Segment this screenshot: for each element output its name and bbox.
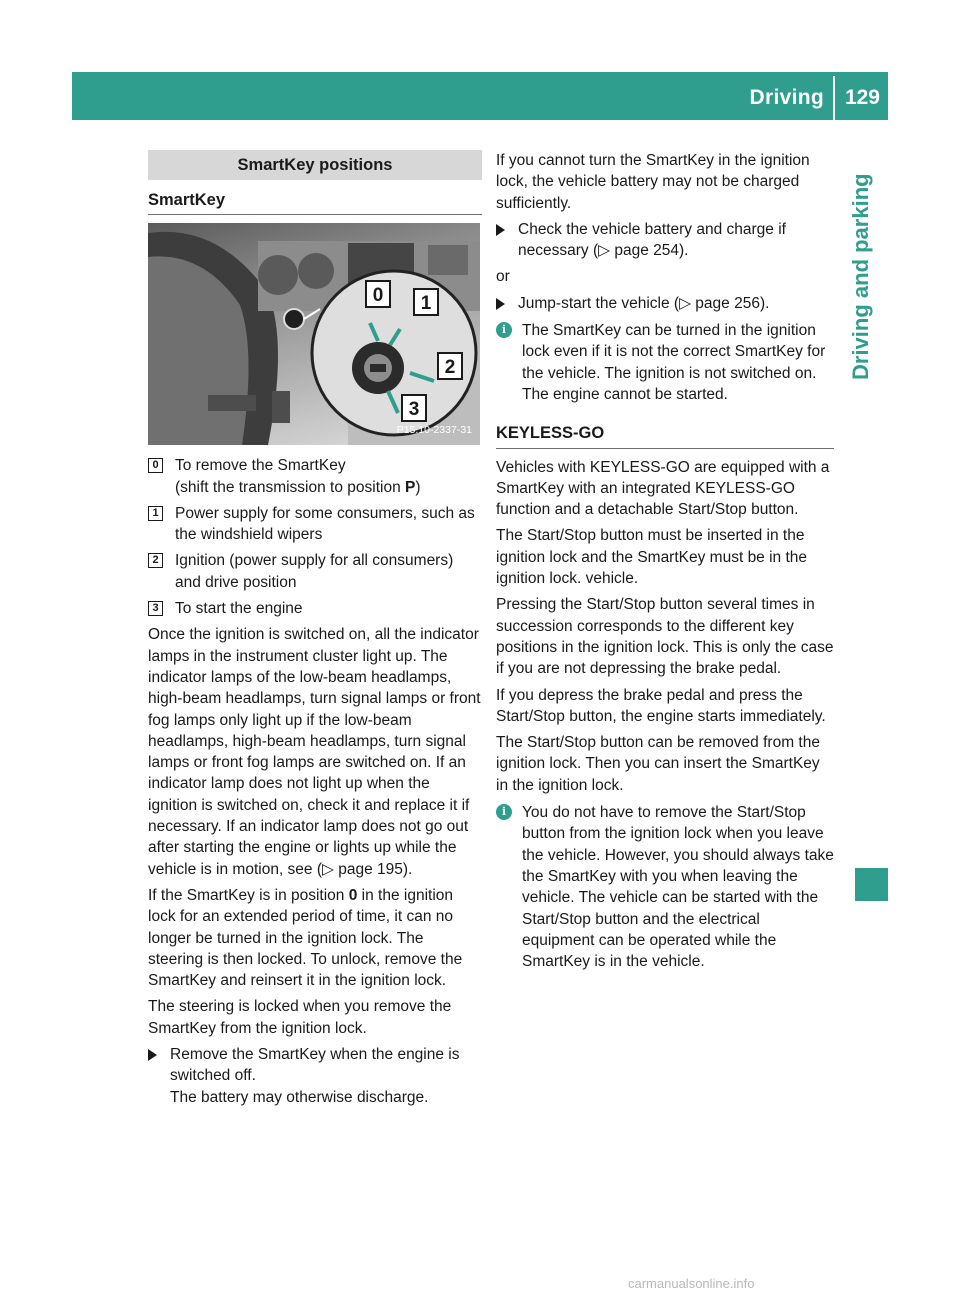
header-bar: [72, 72, 888, 120]
ignition-lock-illustration: [148, 223, 480, 445]
key-position-3-text: To start the engine: [175, 600, 303, 618]
step-text: Remove the SmartKey when the engine is switched off.: [170, 1046, 460, 1085]
position-badge-1: 1: [148, 506, 163, 521]
info-icon: i: [496, 804, 512, 820]
step-check-battery: [496, 219, 834, 262]
figure-code: P15.10-2337-31: [396, 424, 472, 436]
header-divider: [833, 76, 835, 120]
ignition-lock-figure: [148, 223, 480, 445]
note-text: You do not have to remove the Start/Stop button from the ignition lock when you leave the vehicle. However, you should always take the SmartKey with you when leaving the vehicle. The vehicle can be started with the Start/Stop button and the electrical equipment can be operated while the SmartKey is in the vehicle.: [522, 804, 834, 971]
info-note-start-stop: [496, 802, 834, 972]
step-text: Jump-start the vehicle (▷ page 256).: [518, 294, 770, 312]
page-number: 129: [844, 86, 880, 109]
paragraph-keyless-equipment: Vehicles with KEYLESS-GO are equipped with a SmartKey with an integrated KEYLESS-GO function and a detachable Start/Stop button.: [496, 458, 830, 519]
info-note-wrong-smartkey: [496, 320, 834, 405]
key-position-0: [148, 455, 482, 498]
header-title: Driving: [749, 86, 824, 109]
paragraph-key-positions: Pressing the Start/Stop button several times in succession corresponds to the different key positions in the ignition lock. This is only the case if you are not depressing the brake pedal.: [496, 596, 834, 678]
position-label-1: [414, 289, 438, 315]
step-text: Check the vehicle battery and charge if necessary (▷ page 254).: [518, 220, 786, 260]
step-arrow-icon: [496, 224, 508, 236]
ignition-slot: [284, 309, 320, 329]
side-tab-label: Driving and parking: [848, 173, 873, 380]
section-title-keyless-go: KEYLESS-GO: [496, 423, 834, 448]
paragraph-indicator-lamps: Once the ignition is switched on, all the indicator lamps in the instrument cluster light up. The indicator lamps of the low-beam headlamps, high-beam headlamps, turn signal lamps or front fog lamps only light up if the low-beam headlamps, high-beam headlamps, turn signal lamps or front fog lamps are switched on. If an indicator lamp does not light up when the ignition is switched on, check it and replace it if necessary. If an indicator lamp does not go out after starting the engine or lights up while the vehicle is in motion, see (▷ page 195).: [148, 626, 481, 878]
key-position-0-note: (shift the transmission to position P): [175, 478, 421, 496]
position-label-2: [438, 353, 462, 379]
paragraph-remove-smartkey: The steering is locked when you remove the SmartKey from the ignition lock.: [148, 998, 452, 1037]
paragraph-battery: If you cannot turn the SmartKey in the ignition lock, the vehicle battery may not be charged sufficiently.: [496, 152, 810, 212]
position-badge-3: 3: [148, 601, 163, 616]
key-position-1-text: Power supply for some consumers, such as the windshield wipers: [175, 504, 475, 544]
step-arrow-icon: [148, 1049, 160, 1061]
paragraph-brake-start: If you depress the brake pedal and press the Start/Stop button, the engine starts immediately.: [496, 686, 826, 725]
key-position-2-text: Ignition (power supply for all consumers) and drive position: [175, 552, 454, 591]
paragraph-remove-button: The Start/Stop button can be removed from the ignition lock. Then you can insert the SmartKey in the ignition lock.: [496, 734, 820, 794]
svg-text:2: 2: [444, 357, 456, 379]
right-column: [496, 150, 834, 980]
info-icon: i: [496, 322, 512, 338]
position-label-3: [402, 395, 426, 421]
left-column: [148, 150, 482, 1113]
key-position-0-text: To remove the SmartKey: [175, 457, 346, 475]
svg-text:1: 1: [420, 293, 432, 315]
svg-text:3: 3: [408, 399, 420, 421]
step-remove-smartkey: [148, 1044, 482, 1108]
watermark: carmanualsonline.info: [628, 1276, 755, 1291]
step-result: The battery may otherwise discharge.: [170, 1088, 429, 1106]
subsection-title-smartkey: SmartKey: [148, 190, 482, 215]
position-badge-2: 2: [148, 553, 163, 568]
side-tab[interactable]: [844, 130, 888, 830]
paragraph-start-stop-insert: The Start/Stop button must be inserted in the ignition lock and the SmartKey must be in the ignition lock. vehicle.: [496, 527, 808, 588]
position-badge-0: 0: [148, 458, 163, 473]
key-position-1: [148, 503, 482, 546]
note-text: The SmartKey can be turned in the ignition lock even if it is not the correct SmartKey for the vehicle. The ignition is not switched on. The engine cannot be started.: [522, 322, 826, 403]
position-label-0: [366, 281, 390, 307]
key-position-2: [148, 550, 482, 593]
step-jump-start: [496, 293, 834, 314]
step-arrow-icon: [496, 298, 508, 310]
svg-text:0: 0: [372, 285, 384, 307]
key-position-3: [148, 598, 482, 619]
paragraph-steering-lock: If the SmartKey is in position 0 in the ignition lock for an extended period of time, it can no longer be turned in the ignition lock. The steering is then locked. To unlock, remove the SmartKey and reinsert it in the ignition lock.: [148, 886, 463, 990]
section-title-smartkey-positions: SmartKey positions: [148, 150, 482, 180]
side-marker: [855, 868, 888, 901]
or-text: or: [496, 268, 510, 286]
